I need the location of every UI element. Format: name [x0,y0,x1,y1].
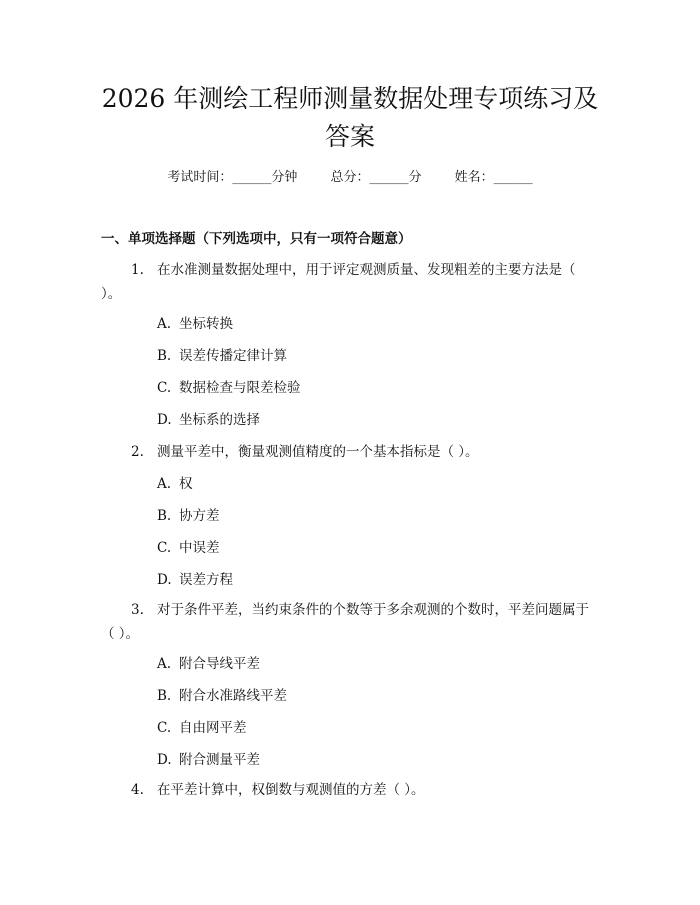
page-title-continued: 答案 [324,122,375,151]
option-2c [157,538,220,558]
option-1b [157,346,287,366]
question-1 [101,258,597,306]
option-3a [157,654,260,674]
option-letter: D. [157,752,172,768]
option-text: 协方差 [179,508,220,524]
option-2d [157,570,233,590]
option-text: 附合水准路线平差 [179,688,287,704]
question-text: 在水准测量数据处理中，用于评定观测质量、发现粗差的主要方法是（ ）。 [101,262,576,302]
option-letter: A. [157,656,172,672]
question-4 [101,778,597,802]
question-number: 3. [131,602,144,618]
option-letter: C. [157,540,172,556]
option-text: 附合测量平差 [179,752,260,768]
option-letter: C. [157,720,172,736]
option-text: 自由网平差 [179,720,247,736]
exam-info [0,168,700,188]
option-letter: B. [157,348,172,364]
option-letter: C. [157,380,172,396]
option-letter: D. [157,572,172,588]
question-text: 对于条件平差，当约束条件的个数等于多余观测的个数时，平差问题属于（ ）。 [101,602,589,642]
option-letter: B. [157,508,172,524]
question-text: 测量平差中，衡量观测值精度的一个基本指标是（ ）。 [157,444,479,460]
option-1d [157,410,260,430]
question-2 [101,440,597,464]
option-1a [157,314,233,334]
option-letter: B. [157,688,172,704]
question-number: 4. [131,782,144,798]
option-letter: D. [157,412,172,428]
section-heading: 一、单项选择题（下列选项中，只有一项符合题意） [101,231,412,247]
option-text: 误差方程 [179,572,233,588]
option-3d [157,750,260,770]
question-number: 1. [131,262,144,278]
option-2b [157,506,220,526]
option-text: 中误差 [179,540,220,556]
question-number: 2. [131,444,144,460]
option-letter: A. [157,476,172,492]
option-3b [157,686,287,706]
option-text: 坐标系的选择 [179,412,260,428]
question-text: 在平差计算中，权倒数与观测值的方差（ ）。 [157,782,425,798]
exam-name: 姓名：______ [454,170,533,185]
question-3 [101,598,597,646]
option-1c [157,378,301,398]
option-text: 数据检查与限差检验 [179,380,301,396]
exam-total-score: 总分：______分 [330,170,422,185]
option-text: 坐标转换 [179,316,233,332]
option-text: 附合导线平差 [179,656,260,672]
option-text: 权 [179,476,193,492]
option-text: 误差传播定律计算 [179,348,287,364]
exam-time: 考试时间：______分钟 [167,170,298,185]
option-letter: A. [157,316,172,332]
option-3c [157,718,247,738]
option-2a [157,474,193,494]
page-title: 2026 年测绘工程师测量数据处理专项练习及 [101,84,599,113]
